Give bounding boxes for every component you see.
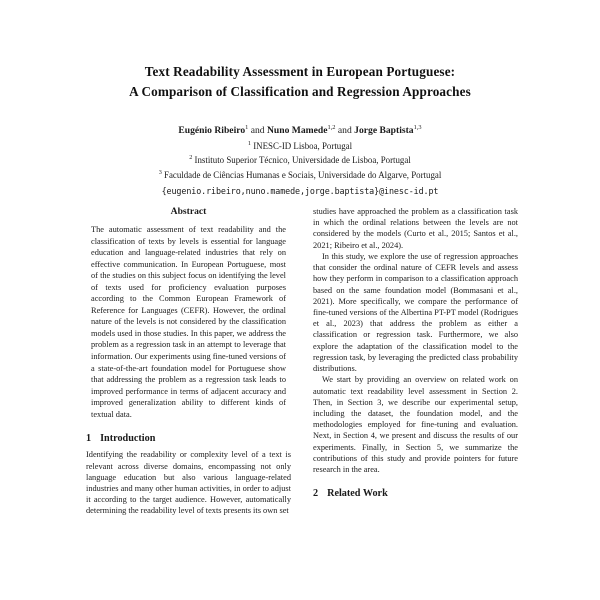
author-name-1: Eugénio Ribeiro <box>178 125 246 137</box>
author-separator-2: and <box>337 125 352 137</box>
affiliation-mark-3: 3 <box>158 168 162 176</box>
author-line <box>70 123 530 139</box>
section-title-1: Introduction <box>100 433 156 445</box>
section-heading-related-work <box>313 488 518 499</box>
right-column-paragraph-1: studies have approached the problem as a classification task in which the ordinal relations between the levels are not considered by the models (Curto et al., 2015; Santos et al., 2021; Ribeiro et al., 2024). <box>313 207 518 250</box>
right-column-paragraph-2: In this study, we explore the use of regression approaches that consider the ordinal nature of CEFR levels and assess how they perform in comparison to a classification approach based on the same foundation model (Bommasani et al., 2021). More specifically, we compare the performance of fine-tuned versions of the Albertina PT-PT model (Rodrigues et al., 2023) that address the problem as either a classification or regression task. Furthermore, we also explore the adaptation of the classification model to the regression task, by leveraging the predicted class probability distributions. <box>313 251 518 374</box>
affiliation-text-2: Instituto Superior Técnico, Universidade de Lisboa, Portugal <box>194 155 411 166</box>
section-title-2: Related Work <box>327 488 388 500</box>
author-affiliation-mark-2: 1,2 <box>327 123 336 131</box>
section-number-2: 2 <box>313 488 319 500</box>
paper-title-line-2: A Comparison of Classification and Regression Approaches <box>129 83 471 99</box>
right-column <box>313 206 518 517</box>
paper-title-line-1: Text Readability Assessment in European Portuguese: <box>144 64 456 79</box>
affiliation-mark-1: 1 <box>247 139 251 147</box>
author-separator-1: and <box>250 125 265 137</box>
author-affiliation-mark-3: 1,3 <box>413 123 422 131</box>
introduction-paragraph-1: Identifying the readability or complexity level of a text is relevant across diverse domains, encompassing not only language education but also various language-related industries and many other human activities, in order to adjust it according to the target audience. However, automatically determining the readability level of texts presents its own set <box>86 450 291 516</box>
right-column-paragraph-3: We start by providing an overview on related work on automatic text readability level assessment in Section 2. Then, in Section 3, we describe our experimental setup, including the dataset, the foundation model, and the methodologies employed for fine-tuning and evaluation. Next, in Section 4, we present and discuss the results of our experiments. Finally, in Section 5, we summarize the contributions of this study and provide pointers for future research in the area. <box>313 375 518 475</box>
left-column <box>86 206 291 517</box>
affiliation-1 <box>70 139 530 154</box>
affiliation-mark-2: 2 <box>189 154 193 162</box>
abstract-heading: Abstract <box>170 206 207 217</box>
abstract-body <box>86 224 291 420</box>
section-heading-introduction <box>86 433 291 444</box>
affiliation-3 <box>70 168 530 183</box>
affiliation-text-3: Faculdade de Ciências Humanas e Sociais, Universidade do Algarve, Portugal <box>164 169 442 180</box>
affiliation-text-1: INESC-ID Lisboa, Portugal <box>253 140 353 151</box>
title-block <box>0 0 600 199</box>
author-block <box>70 123 530 199</box>
contact-email: {eugenio.ribeiro,nuno.mamede,jorge.baptista}@inesc-id.pt <box>161 186 439 197</box>
paper-title <box>70 62 530 101</box>
author-name-3: Jorge Baptista <box>354 125 414 137</box>
affiliation-2 <box>70 153 530 168</box>
author-name-2: Nuno Mamede <box>267 125 328 137</box>
abstract-text: The automatic assessment of text readability and the classification of texts by levels is essential for language education and language-related industries that rely on effective communication. In European Portuguese, most of the studies on this subject focus on identifying the level of texts used for proficiency evaluation purposes according to the Common European Framework of Reference for Languages (CEFR). However, the ordinal nature of the levels is not considered by the classification models used in those studies. In this paper, we address the problem as a regression task in an attempt to leverage that information. Our experiments using fine-tuned versions of a state-of-the-art foundation model for Portuguese show that addressing the problem as a regression task leads to improved performance in terms of adjacent accuracy and improved generalization ability to different kinds of textual data. <box>91 225 286 419</box>
author-affiliation-mark-1: 1 <box>245 123 249 131</box>
two-column-body <box>86 206 518 517</box>
section-number-1: 1 <box>86 433 92 445</box>
